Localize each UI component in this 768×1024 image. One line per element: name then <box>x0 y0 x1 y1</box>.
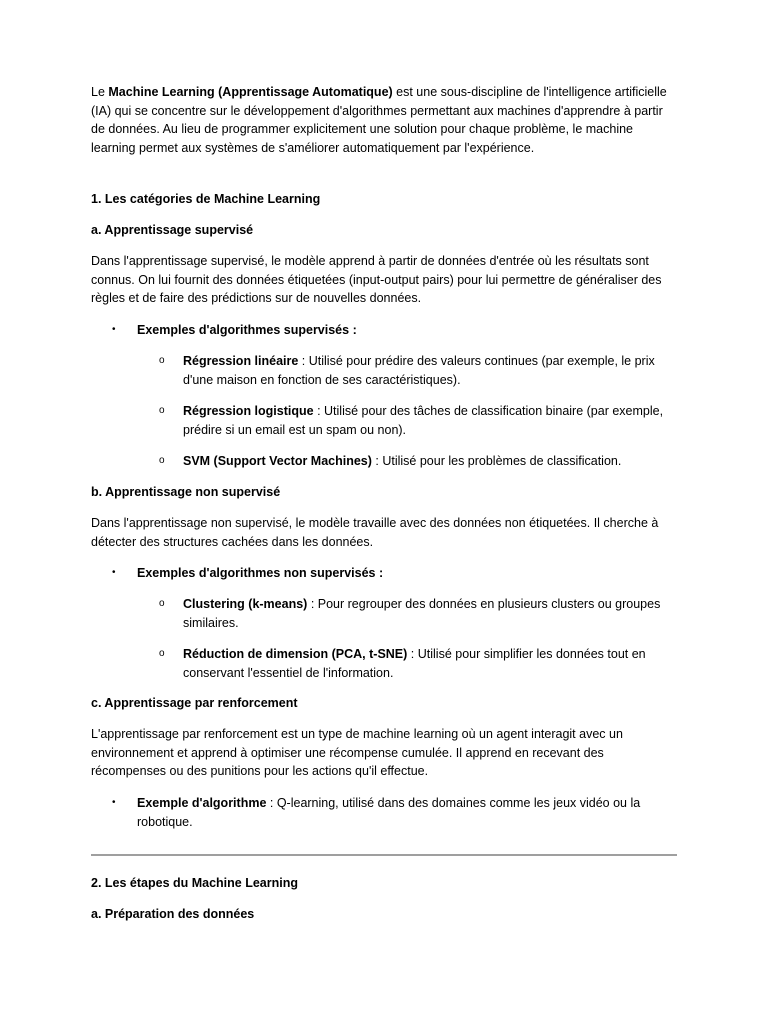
sub-bullet-marker: o <box>159 355 165 366</box>
unsupervised-heading: b. Apprentissage non supervisé <box>91 485 281 499</box>
sub-bullet-marker: o <box>159 598 165 609</box>
supervised-paragraph: Dans l'apprentissage supervisé, le modèle apprend à partir de données d'entrée où les résultats sont connus. On lui fournit des données étiquetées (input-output pairs) pour lui permettre de généraliser des règles et de faire des prédictions sur de nouvelles données. <box>91 254 662 306</box>
intro-paragraph: Le Machine Learning (Apprentissage Automatique) est une sous-discipline de l'intelligence artificielle (IA) qui se concentre sur le développement d'algorithmes permettant aux machines d'apprendre à partir de données. Au lieu de programmer explicitement une solution pour chaque problème, le machine learning permet aux systèmes de s'améliorer automatiquement par l'expérience. <box>91 85 667 155</box>
section-2-heading: 2. Les étapes du Machine Learning <box>91 876 299 890</box>
supervised-examples-label: Exemples d'algorithmes supervisés : <box>137 323 357 337</box>
list-item: Réduction de dimension (PCA, t-SNE) : Utilisé pour simplifier les données tout en conservant l'essentiel de l'information. <box>183 647 646 680</box>
unsupervised-paragraph: Dans l'apprentissage non supervisé, le modèle travaille avec des données non étiquetées. Il cherche à détecter des structures cachées dans les données. <box>91 516 659 549</box>
sub-bullet-marker: o <box>159 648 165 659</box>
data-preparation-heading: a. Préparation des données <box>91 907 255 921</box>
bullet-marker: • <box>112 324 116 335</box>
bullet-marker: • <box>112 567 116 578</box>
reinforcement-paragraph: L'apprentissage par renforcement est un type de machine learning où un agent interagit avec un environnement et apprend à optimiser une récompense cumulée. Il apprend en recevant des récompenses ou des punitions pour les actions qu'il effectue. <box>91 727 623 779</box>
reinforcement-example: Exemple d'algorithme : Q-learning, utilisé dans des domaines comme les jeux vidéo ou la robotique. <box>137 796 641 829</box>
unsupervised-examples-label: Exemples d'algorithmes non supervisés : <box>137 566 384 580</box>
supervised-heading: a. Apprentissage supervisé <box>91 223 254 237</box>
sub-bullet-marker: o <box>159 405 165 416</box>
list-item: Régression logistique : Utilisé pour des tâches de classification binaire (par exemple, prédire si un email est un spam ou non). <box>183 404 664 437</box>
sub-bullet-marker: o <box>159 455 165 466</box>
list-item: SVM (Support Vector Machines) : Utilisé pour les problèmes de classification. <box>183 454 622 468</box>
section-1-heading: 1. Les catégories de Machine Learning <box>91 192 321 206</box>
bullet-marker: • <box>112 797 116 808</box>
list-item: Régression linéaire : Utilisé pour prédire des valeurs continues (par exemple, le prix d'une maison en fonction de ses caractéristiques). <box>183 354 655 387</box>
horizontal-rule <box>91 854 677 856</box>
intro-term: Machine Learning (Apprentissage Automatique) <box>108 85 393 99</box>
reinforcement-heading: c. Apprentissage par renforcement <box>91 696 298 710</box>
list-item: Clustering (k-means) : Pour regrouper des données en plusieurs clusters ou groupes similaires. <box>183 597 661 630</box>
